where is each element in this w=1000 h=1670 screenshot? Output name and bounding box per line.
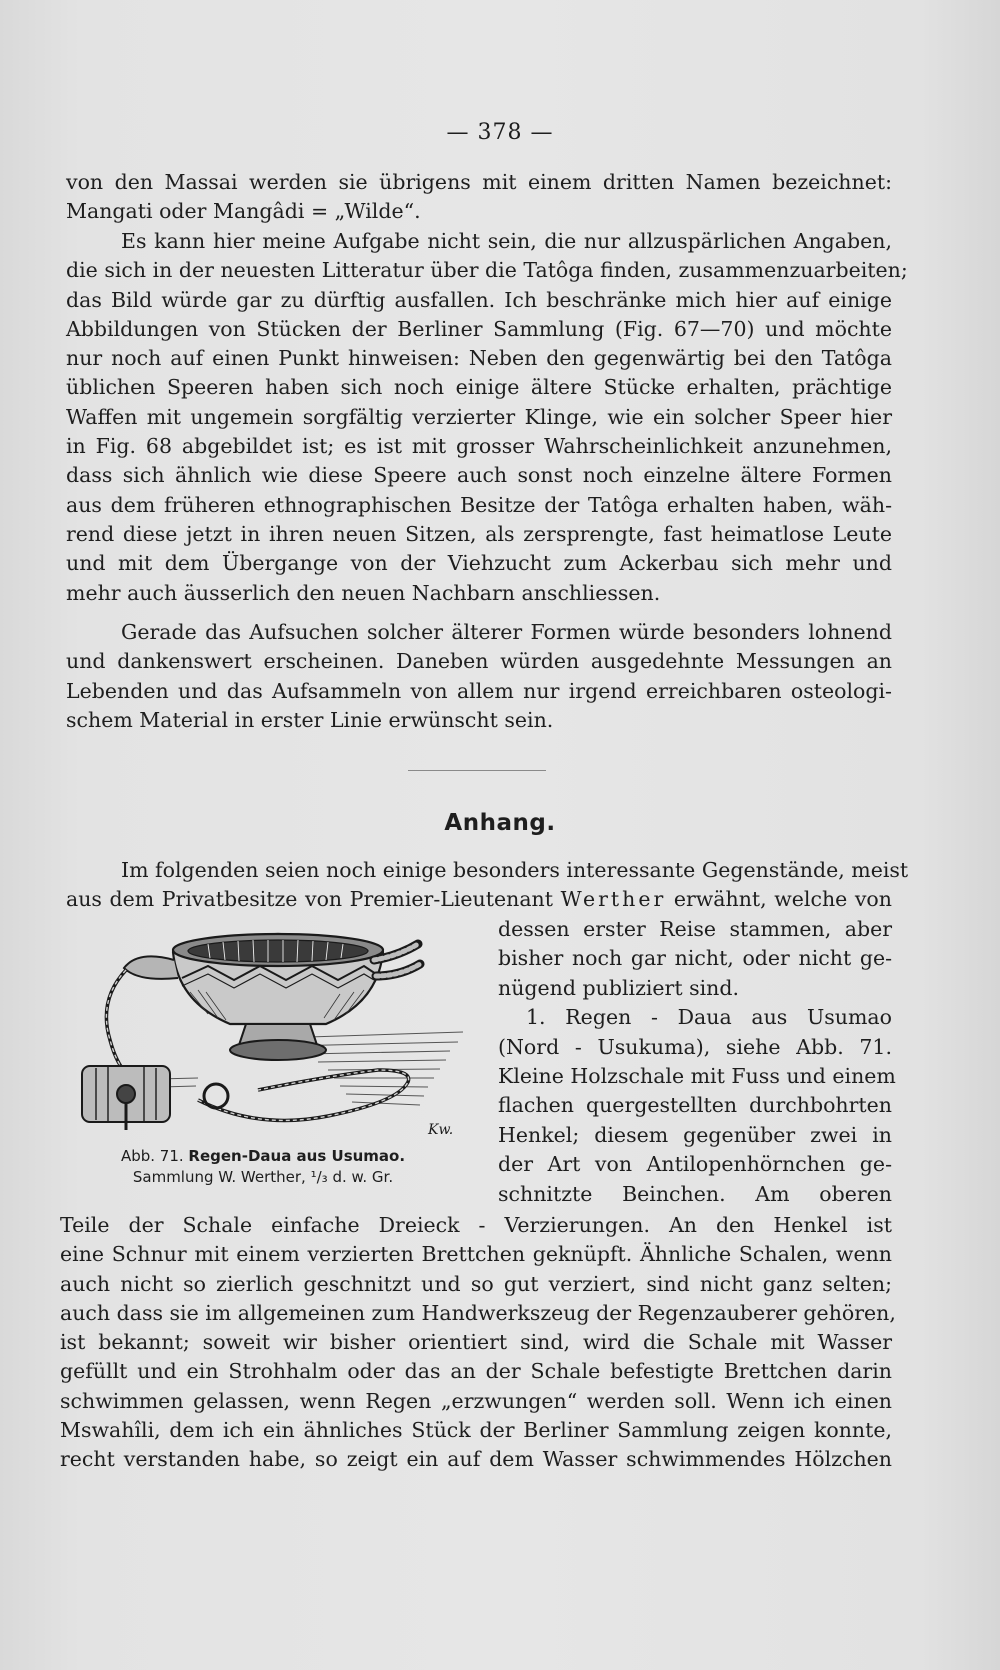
bowl-handle: [124, 956, 178, 978]
text-line: in Fig. 68 abgebildet ist; es ist mit grosser Wahrscheinlichkeit anzunehmen,: [66, 434, 892, 459]
text-line: Waffen mit ungemein sorgfältig verzierter Klinge, wie ein solcher Speer hier: [66, 404, 892, 429]
text-line: die sich in der neuesten Litteratur über die Tatôga finden, zusammenzuarbeiten;: [66, 258, 908, 283]
figure-rain-bowl: [78, 920, 468, 1150]
text-line: [66, 885, 892, 914]
text-line: recht verstanden habe, so zeigt ein auf dem Wasser schwimmendes Hölzchen: [60, 1447, 892, 1472]
text-line: 1. Regen - Daua aus Usumao: [526, 1005, 892, 1030]
person-name: Werther: [560, 887, 667, 912]
text-line: rend diese jetzt in ihren neuen Sitzen, als zersprengte, fast heimatlose Leute: [66, 521, 892, 546]
page-number: — 378 —: [446, 120, 554, 145]
text-line: aus dem früheren ethnographischen Besitze der Tatôga erhalten haben, wäh-: [66, 492, 892, 517]
appendix-heading: Anhang.: [444, 810, 556, 836]
caption-title: Regen-Daua aus Usumao.: [188, 1147, 406, 1165]
text-line: (Nord - Usukuma), siehe Abb. 71.: [498, 1034, 892, 1059]
text-line: Teile der Schale einfache Dreieck - Verzierungen. An den Henkel ist: [60, 1213, 892, 1237]
text-line: Kleine Holzschale mit Fuss und einem: [498, 1064, 896, 1089]
cord-knot: [204, 1084, 228, 1108]
appendix-continuation: [60, 1211, 896, 1475]
text-line: Mswahîli, dem ich ein ähnliches Stück der Berliner Sammlung zeigen konnte,: [60, 1418, 892, 1443]
text-line: schnitzte Beinchen. Am oberen: [498, 1181, 892, 1206]
paragraph-2: [66, 227, 908, 608]
text-line: Mangati oder Mangâdi = „Wilde“.: [66, 199, 421, 224]
text-line: auch dass sie im allgemeinen zum Handwerkszeug der Regenzauberer gehören,: [60, 1300, 896, 1325]
text-line: mehr auch äusserlich den neuen Nachbarn anschliessen.: [66, 580, 661, 605]
text-line: gefüllt und ein Strohhalm oder das an der Schale befestigte Brettchen darin: [60, 1359, 892, 1384]
caption-line-1: [78, 1146, 448, 1167]
text-line: nur noch auf einen Punkt hinweisen: Neben den gegenwärtig bei den Tatôga: [66, 346, 892, 371]
appendix-intro: [66, 856, 909, 915]
text-line: Es kann hier meine Aufgabe nicht sein, die nur allzuspärlichen Angaben,: [121, 229, 892, 253]
paragraph-3: [66, 618, 892, 735]
text-line: dessen erster Reise stammen, aber: [498, 917, 892, 941]
rain-bowl-illustration: [78, 920, 468, 1150]
text-line: Abbildungen von Stücken der Berliner Sammlung (Fig. 67—70) und möchte: [66, 316, 892, 341]
bowl-foot: [230, 1040, 326, 1060]
text-line: eine Schnur mit einem verzierten Brettchen geknüpft. Ähnliche Schalen, wenn: [60, 1242, 892, 1267]
text-fragment: aus dem Privatbesitze von Premier-Lieutenant: [66, 887, 553, 912]
caption-source: Sammlung W. Werther, ¹/₃ d. w. Gr.: [132, 1168, 394, 1186]
text-line: dass sich ähnlich wie diese Speere auch sonst noch einzelne ältere Formen: [66, 463, 892, 488]
text-line: flachen quergestellten durchbohrten: [498, 1093, 892, 1118]
text-line: von den Massai werden sie übrigens mit einem dritten Namen bezeichnet:: [66, 170, 892, 194]
text-line: und mit dem Übergange von der Viehzucht zum Ackerbau sich mehr und: [66, 551, 892, 576]
section-divider: [408, 770, 546, 771]
text-line: Henkel; diesem gegenüber zwei in: [498, 1122, 892, 1147]
text-line: das Bild würde gar zu dürftig ausfallen. Ich beschränke mich hier auf einige: [66, 287, 892, 312]
text-line: Gerade das Aufsuchen solcher älterer Formen würde besonders lohnend: [121, 620, 892, 644]
text-fragment: erwähnt, welche von: [673, 887, 892, 912]
text-line: Lebenden und das Aufsammeln von allem nur irgend erreichbaren osteologi-: [66, 678, 892, 703]
text-line: bisher noch gar nicht, oder nicht ge-: [498, 946, 892, 971]
text-line: ist bekannt; soweit wir bisher orientiert sind, wird die Schale mit Wasser: [60, 1330, 892, 1355]
text-line: und dankenswert erscheinen. Daneben würden ausgedehnte Messungen an: [66, 649, 892, 674]
text-line: nügend publiziert sind.: [498, 975, 740, 1000]
bowl-opening: [188, 940, 368, 962]
text-line: der Art von Antilopenhörnchen ge-: [498, 1152, 892, 1177]
paragraph-1: [66, 168, 892, 227]
carved-board: [82, 1066, 170, 1130]
cord: [106, 970, 134, 1080]
appendix-column: [498, 915, 896, 1209]
text-line: schem Material in erster Linie erwünscht sein.: [66, 707, 554, 732]
artist-signature: Kw.: [428, 1122, 454, 1138]
caption-prefix: Abb. 71.: [120, 1147, 184, 1165]
text-line: üblichen Speeren haben sich noch einige ältere Stücke erhalten, prächtige: [66, 375, 892, 400]
text-line: schwimmen gelassen, wenn Regen „erzwungen“ werden soll. Wenn ich einen: [60, 1388, 892, 1413]
text-line: Im folgenden seien noch einige besonders interessante Gegenstände, meist: [121, 858, 909, 882]
text-line: auch nicht so zierlich geschnitzt und so gut verziert, sind nicht ganz selten;: [60, 1271, 892, 1296]
figure-caption: [78, 1146, 448, 1188]
